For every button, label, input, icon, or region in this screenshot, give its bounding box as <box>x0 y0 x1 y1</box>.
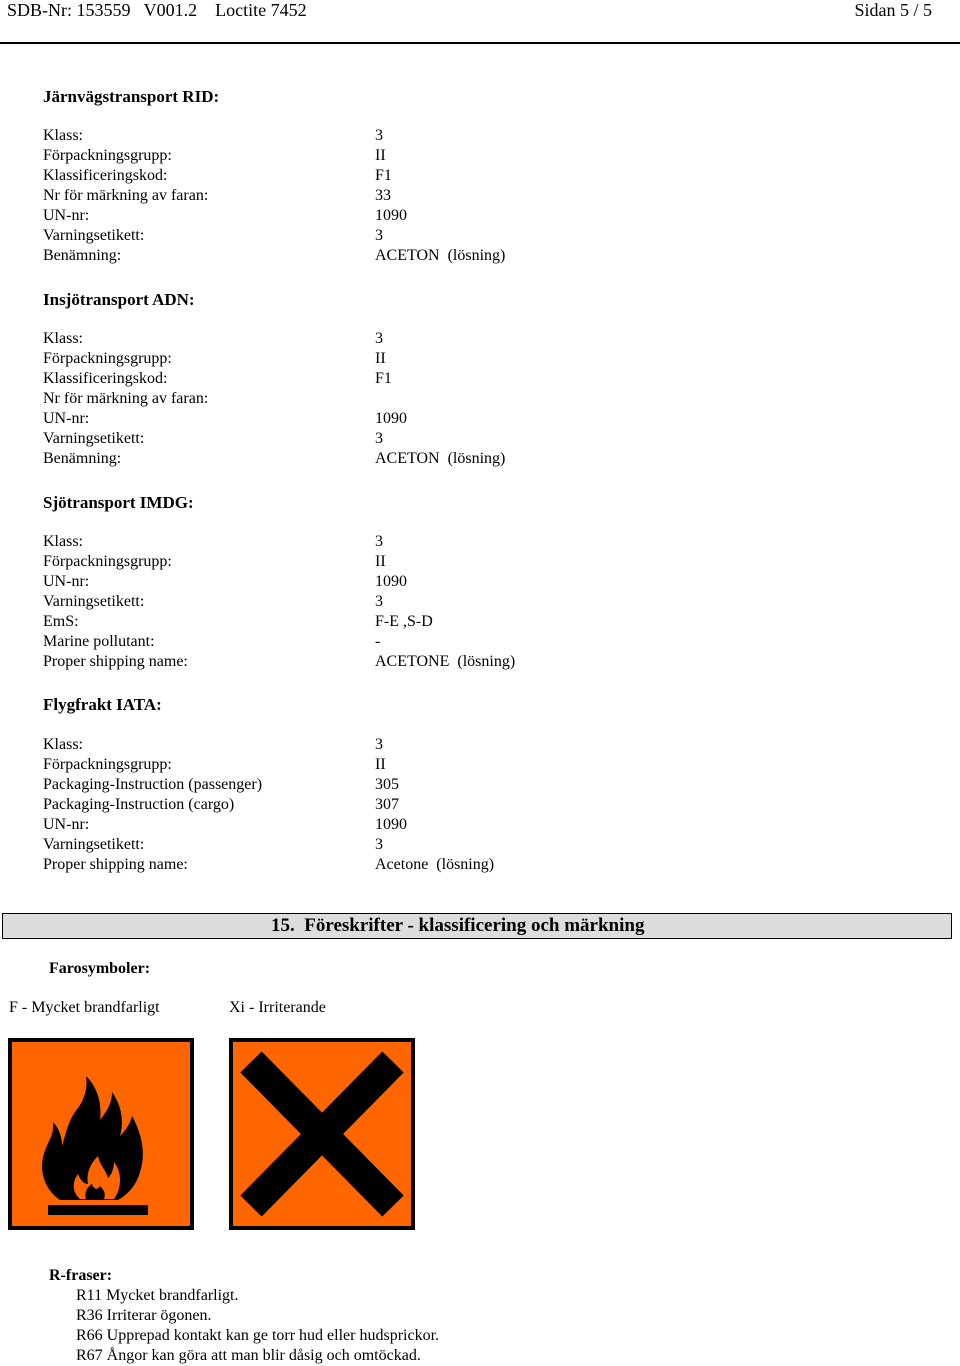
r-phrase: R67 Ångor kan göra att man blir dåsig och omtöckad. <box>76 1347 421 1364</box>
imdg-value: ACETONE (lösning) <box>375 653 516 670</box>
iata-value: 307 <box>375 796 399 813</box>
iata-row <box>43 855 643 875</box>
rid-row <box>43 166 643 186</box>
rid-value: 1090 <box>375 207 407 224</box>
rid-value: F1 <box>375 167 392 184</box>
section-15-title: 15. Föreskrifter - klassificering och märkning <box>271 915 645 936</box>
r-phrase: R11 Mycket brandfarligt. <box>76 1287 239 1304</box>
page-header <box>0 0 960 22</box>
iata-key: Klass: <box>43 736 83 753</box>
rid-row <box>43 126 643 146</box>
adn-row <box>43 389 643 409</box>
imdg-row <box>43 592 643 612</box>
iata-row <box>43 735 643 755</box>
adn-key: Förpackningsgrupp: <box>43 350 172 367</box>
rid-section-title: Järnvägstransport RID: <box>43 87 220 106</box>
imdg-key: Varningsetikett: <box>43 593 145 610</box>
rid-row <box>43 246 643 266</box>
iata-value: 3 <box>375 836 383 853</box>
imdg-value: 1090 <box>375 573 407 590</box>
adn-row <box>43 369 643 389</box>
iata-value: 1090 <box>375 816 407 833</box>
imdg-value: F-E ,S-D <box>375 613 433 630</box>
rid-value: II <box>375 147 386 164</box>
adn-section-title: Insjötransport ADN: <box>43 290 195 309</box>
rid-key: Varningsetikett: <box>43 227 145 244</box>
adn-value: ACETON (lösning) <box>375 450 506 467</box>
iata-key: Förpackningsgrupp: <box>43 756 172 773</box>
rid-key: Klass: <box>43 127 83 144</box>
flammable-symbol-label: F - Mycket brandfarligt <box>9 999 160 1016</box>
imdg-row <box>43 632 643 652</box>
iata-key: Varningsetikett: <box>43 836 145 853</box>
imdg-key: Förpackningsgrupp: <box>43 553 172 570</box>
iata-value: Acetone (lösning) <box>375 856 495 873</box>
adn-row <box>43 429 643 449</box>
rid-value: ACETON (lösning) <box>375 247 506 264</box>
imdg-row <box>43 612 643 632</box>
iata-row <box>43 755 643 775</box>
imdg-key: UN-nr: <box>43 573 90 590</box>
rid-row <box>43 206 643 226</box>
imdg-key: Proper shipping name: <box>43 653 188 670</box>
adn-row <box>43 449 643 469</box>
imdg-key: Marine pollutant: <box>43 633 155 650</box>
adn-key: Nr för märkning av faran: <box>43 390 209 407</box>
adn-key: UN-nr: <box>43 410 90 427</box>
adn-key: Varningsetikett: <box>43 430 145 447</box>
adn-key: Benämning: <box>43 450 122 467</box>
rid-row <box>43 186 643 206</box>
iata-row <box>43 815 643 835</box>
page-number: Sidan 5 / 5 <box>854 0 932 20</box>
iata-row <box>43 775 643 795</box>
adn-value: F1 <box>375 370 392 387</box>
imdg-value: - <box>375 633 381 650</box>
adn-key: Klassificeringskod: <box>43 370 168 387</box>
rid-value: 3 <box>375 127 383 144</box>
rid-value: 33 <box>375 187 391 204</box>
adn-value: 3 <box>375 430 383 447</box>
rid-key: Nr för märkning av faran: <box>43 187 209 204</box>
imdg-row <box>43 552 643 572</box>
imdg-value: II <box>375 553 386 570</box>
adn-row <box>43 409 643 429</box>
r-fraser-label: R-fraser: <box>49 1267 113 1284</box>
imdg-key: Klass: <box>43 533 83 550</box>
iata-section-title: Flygfrakt IATA: <box>43 695 162 714</box>
rid-value: 3 <box>375 227 383 244</box>
adn-value: II <box>375 350 386 367</box>
section-15-header-bar <box>2 913 952 939</box>
header-divider <box>0 42 960 44</box>
iata-row <box>43 835 643 855</box>
imdg-key: EmS: <box>43 613 79 630</box>
imdg-row <box>43 532 643 552</box>
iata-key: Proper shipping name: <box>43 856 188 873</box>
adn-value: 1090 <box>375 410 407 427</box>
iata-key: Packaging-Instruction (cargo) <box>43 796 235 813</box>
document-id: SDB-Nr: 153559 V001.2 Loctite 7452 <box>7 0 307 20</box>
imdg-row <box>43 572 643 592</box>
adn-key: Klass: <box>43 330 83 347</box>
iata-value: II <box>375 756 386 773</box>
iata-value: 3 <box>375 736 383 753</box>
adn-row <box>43 349 643 369</box>
rid-key: Benämning: <box>43 247 122 264</box>
rid-key: UN-nr: <box>43 207 90 224</box>
iata-key: UN-nr: <box>43 816 90 833</box>
iata-key: Packaging-Instruction (passenger) <box>43 776 263 793</box>
cross-pictogram-icon <box>229 1038 415 1230</box>
imdg-value: 3 <box>375 593 383 610</box>
imdg-row <box>43 652 643 672</box>
adn-row <box>43 329 643 349</box>
iata-value: 305 <box>375 776 399 793</box>
r-phrase: R66 Upprepad kontakt kan ge torr hud eller hudsprickor. <box>76 1327 440 1344</box>
adn-value: 3 <box>375 330 383 347</box>
rid-row <box>43 226 643 246</box>
imdg-section-title: Sjötransport IMDG: <box>43 493 194 512</box>
rid-key: Klassificeringskod: <box>43 167 168 184</box>
imdg-value: 3 <box>375 533 383 550</box>
flame-pictogram-icon <box>8 1038 194 1230</box>
farosymboler-label: Farosymboler: <box>49 960 151 977</box>
rid-key: Förpackningsgrupp: <box>43 147 172 164</box>
r-phrase: R36 Irriterar ögonen. <box>76 1307 212 1324</box>
iata-row <box>43 795 643 815</box>
irritant-symbol-label: Xi - Irriterande <box>229 999 326 1016</box>
rid-row <box>43 146 643 166</box>
